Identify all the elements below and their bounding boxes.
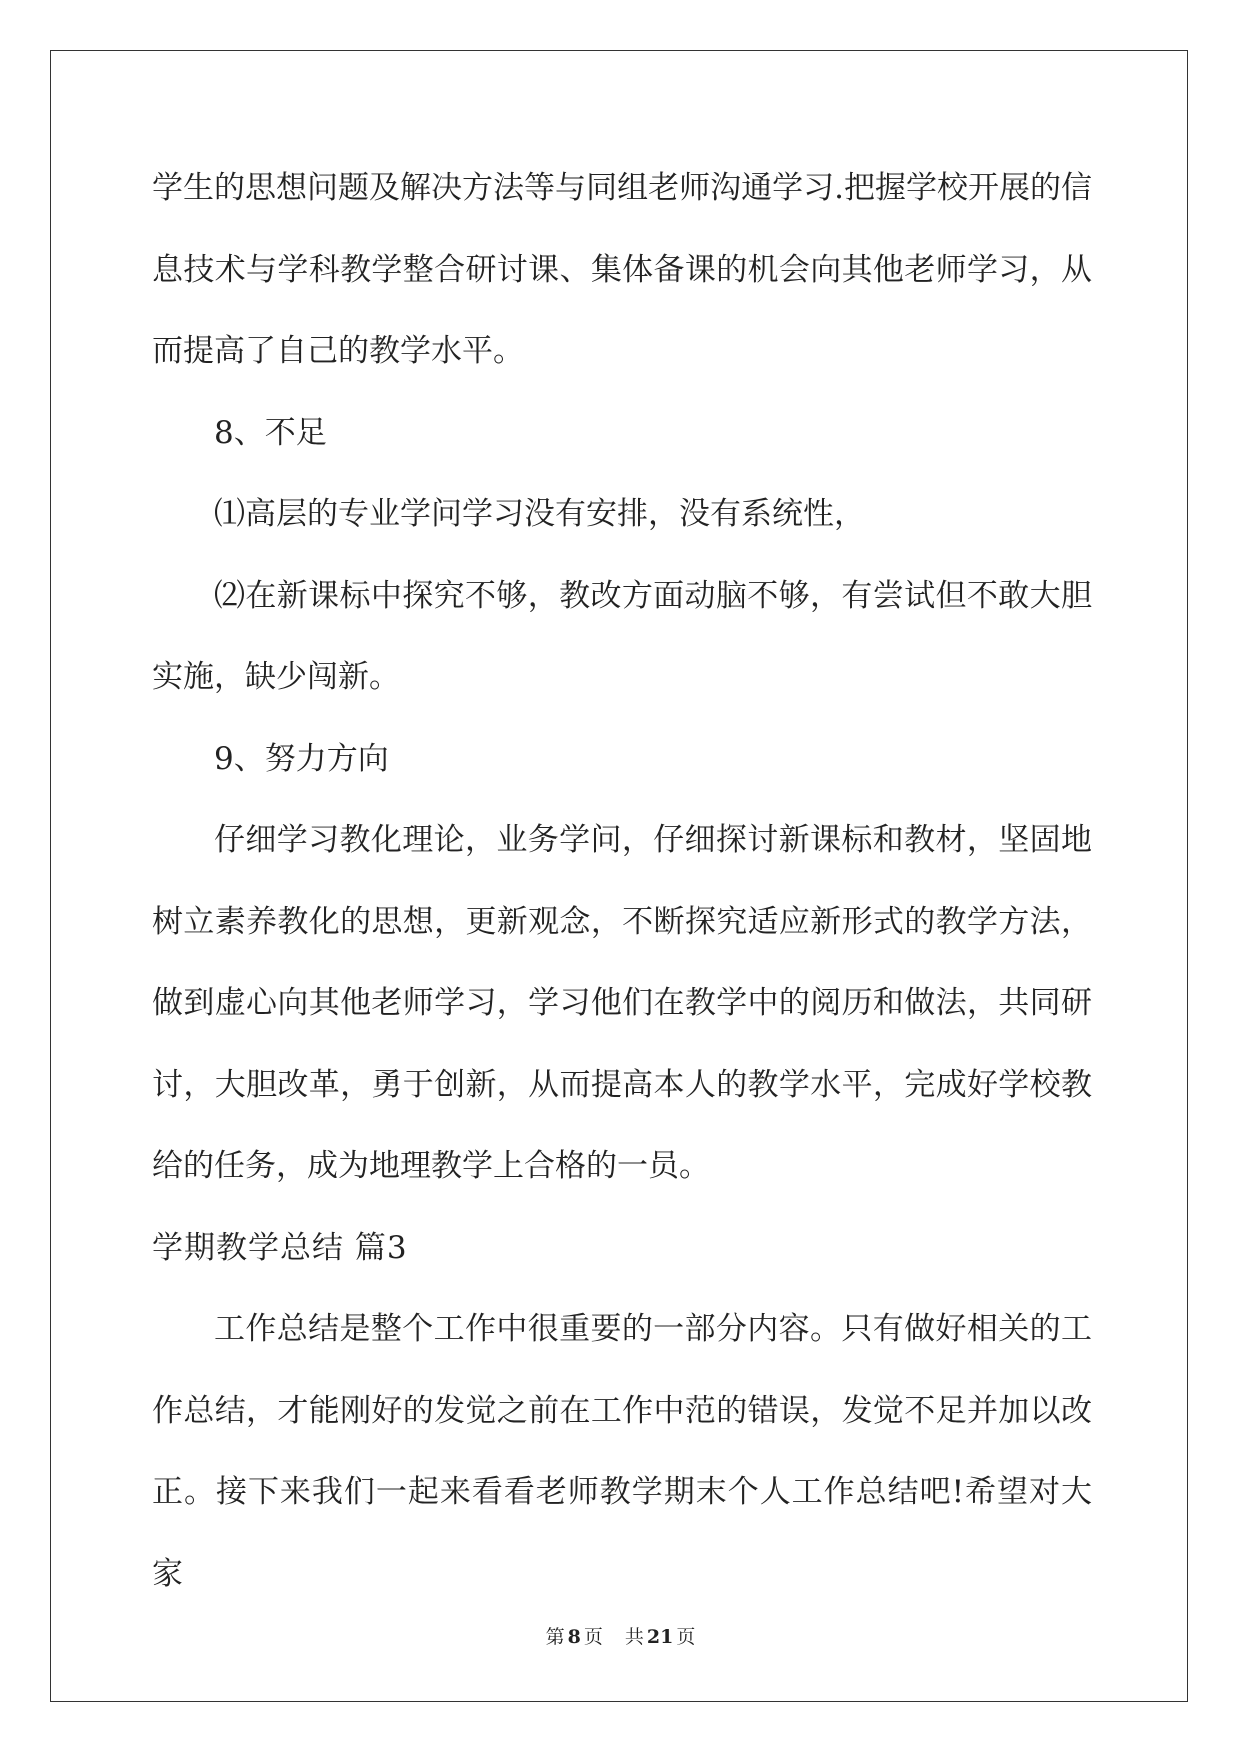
footer-total-prefix: 共	[624, 1626, 644, 1648]
footer-page-word: 页	[583, 1626, 603, 1648]
paragraph-1: 学生的思想问题及解决方法等与同组老师沟通学习.把握学校开展的信息技术与学科教学整合研讨课、集体备课的机会向其他老师学习，从而提高了自己的教学水平。	[152, 170, 1092, 369]
footer-total-word: 页	[676, 1626, 696, 1648]
paragraph-deficiency-1: ⑴高层的专业学问学习没有安排，没有系统性，	[214, 496, 865, 532]
section-heading-9: 9、努力方向	[214, 740, 389, 777]
paragraph-intro: 工作总结是整个工作中很重要的一部分内容。只有做好相关的工作总结，才能刚好的发觉之前在工作中范的错误，发觉不足并加以改正。接下来我们一起来看看老师教学期末个人工作总结吧!希望对大家	[152, 1311, 1092, 1592]
page-footer	[0, 1622, 1241, 1649]
footer-total-pages: 21	[646, 1626, 674, 1648]
paragraph-deficiency-2: ⑵在新课标中探究不够，教改方面动脑不够，有尝试但不敢大胆实施，缺少闯新。	[152, 577, 1092, 695]
paragraph-direction: 仔细学习教化理论，业务学问，仔细探讨新课标和教材，坚固地树立素养教化的思想，更新观念，不断探究适应新形式的教学方法，做到虚心向其他老师学习，学习他们在教学中的阅历和做法，共同研讨，大胆改革，勇于创新，从而提高本人的教学水平，完成好学校教给的任务，成为地理教学上合格的一员。	[152, 822, 1092, 1184]
footer-prefix: 第	[545, 1626, 565, 1648]
document-body	[152, 148, 1092, 1615]
section-heading-8: 8、不足	[214, 414, 327, 451]
footer-current-page: 8	[567, 1626, 581, 1648]
article-title: 学期教学总结 篇3	[152, 1229, 408, 1266]
